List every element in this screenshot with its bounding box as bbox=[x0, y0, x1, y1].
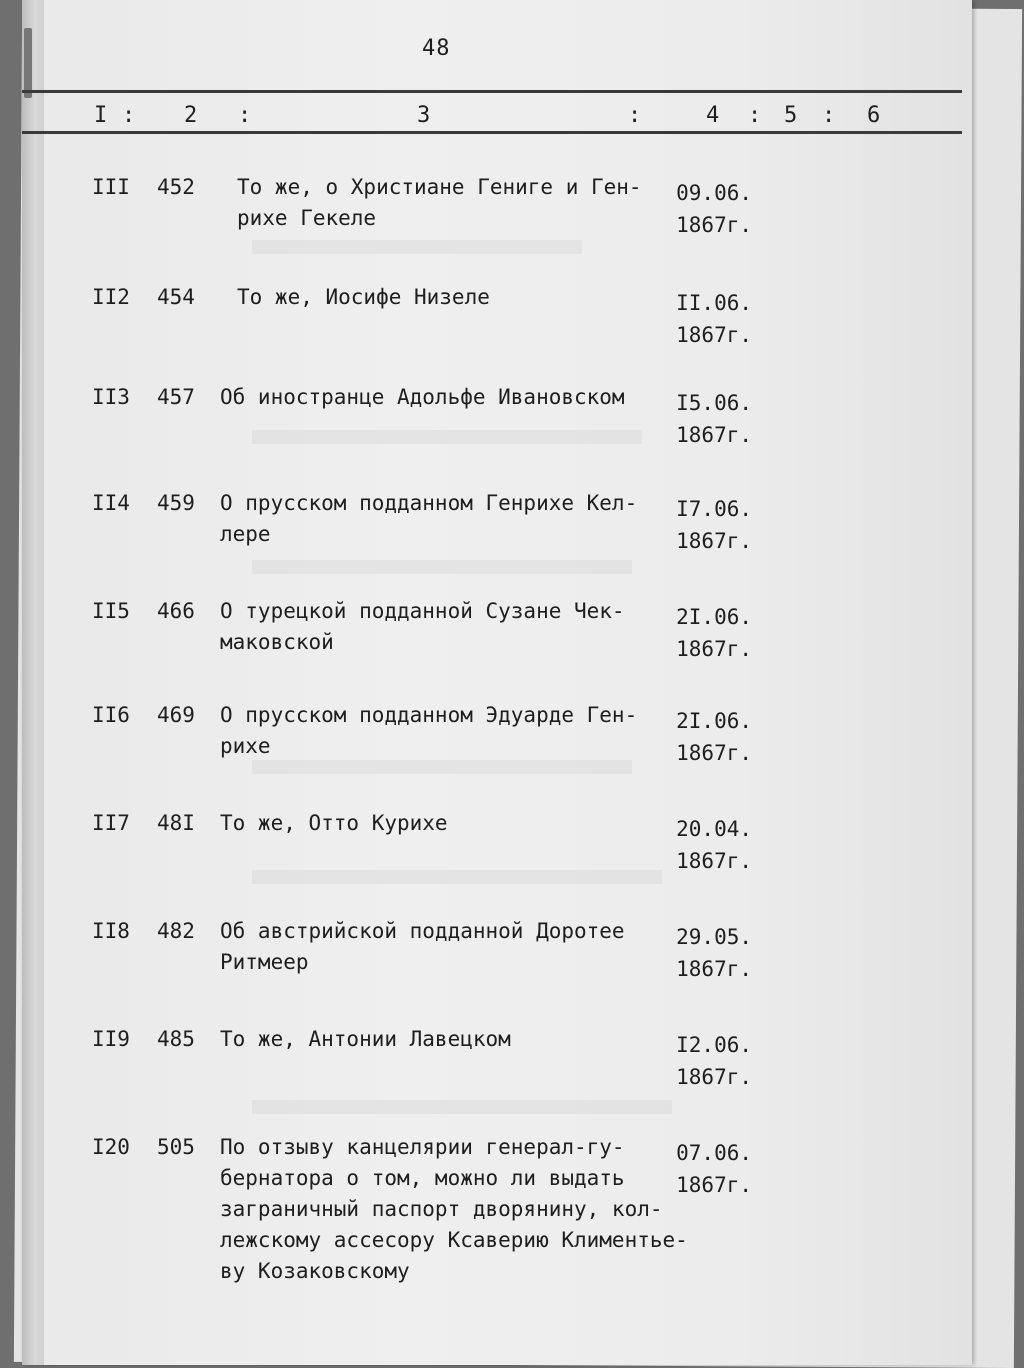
file-description: О прусском подданном Эдуарде Ген- рихе bbox=[220, 703, 638, 758]
show-through bbox=[252, 1100, 672, 1114]
file-date: 09.06. 1867г. bbox=[676, 181, 752, 237]
show-through bbox=[252, 870, 662, 884]
file-description: О турецкой подданной Сузане Чек- маковской bbox=[220, 599, 625, 654]
row-number: II5 bbox=[92, 599, 130, 623]
row-number: II9 bbox=[92, 1027, 130, 1051]
row-number: II6 bbox=[92, 703, 130, 727]
header-col-4: 4 bbox=[706, 103, 720, 128]
file-number: 485 bbox=[157, 1027, 195, 1051]
file-date: 29.05. 1867г. bbox=[676, 925, 752, 981]
file-number: 452 bbox=[157, 175, 195, 199]
row-number: II4 bbox=[92, 491, 130, 515]
file-date: I2.06. 1867г. bbox=[676, 1033, 752, 1089]
show-through bbox=[252, 430, 642, 444]
binding-edge bbox=[22, 0, 44, 1365]
file-date: 2I.06. 1867г. bbox=[676, 709, 752, 765]
file-description: То же, Антонии Лавецком bbox=[220, 1027, 511, 1051]
document-page bbox=[22, 0, 972, 1365]
file-description: Об австрийской подданной Доротее Ритмеер bbox=[220, 919, 625, 974]
row-number: I20 bbox=[92, 1135, 130, 1159]
file-number: 457 bbox=[157, 385, 195, 409]
file-number: 48I bbox=[157, 811, 195, 835]
header-col-3: 3 bbox=[417, 103, 431, 128]
file-description: О прусском подданном Генрихе Кел- лере bbox=[220, 491, 638, 546]
show-through bbox=[252, 240, 582, 254]
header-col-2: 2 bbox=[184, 103, 198, 128]
show-through bbox=[252, 760, 632, 774]
header-col-6: 6 bbox=[867, 103, 881, 128]
row-number: III bbox=[92, 175, 130, 199]
row-number: II8 bbox=[92, 919, 130, 943]
file-number: 454 bbox=[157, 285, 195, 309]
file-number: 482 bbox=[157, 919, 195, 943]
row-number: II2 bbox=[92, 285, 130, 309]
file-date: 2I.06. 1867г. bbox=[676, 605, 752, 661]
row-number: II7 bbox=[92, 811, 130, 835]
file-description: По отзыву канцелярии генерал-гу- бернатора о том, можно ли выдать заграничный паспорт дворянину, кол- лежскому асcесору Ксаверию Климентье- ву Козаковскому bbox=[220, 1135, 688, 1283]
header-rule-top bbox=[22, 90, 962, 93]
header-separator: : bbox=[238, 103, 252, 128]
file-date: I7.06. 1867г. bbox=[676, 497, 752, 553]
header-rule-bottom bbox=[22, 131, 962, 134]
header-col-1: I bbox=[94, 103, 108, 128]
file-description: То же, о Христиане Гениге и Ген- рихе Гекеле bbox=[237, 175, 642, 230]
header-separator: : bbox=[748, 103, 762, 128]
file-number: 469 bbox=[157, 703, 195, 727]
page-number: 48 bbox=[422, 36, 451, 61]
file-date: I5.06. 1867г. bbox=[676, 391, 752, 447]
header-separator: : bbox=[822, 103, 836, 128]
file-number: 466 bbox=[157, 599, 195, 623]
header-separator: : bbox=[628, 103, 642, 128]
show-through bbox=[252, 560, 632, 574]
binding-mark bbox=[24, 28, 32, 98]
file-description: То же, Иосифе Низеле bbox=[237, 285, 490, 309]
file-description: Об иностранце Адольфе Ивановском bbox=[220, 385, 625, 409]
header-col-5: 5 bbox=[784, 103, 798, 128]
row-number: II3 bbox=[92, 385, 130, 409]
file-date: 07.06. 1867г. bbox=[676, 1141, 752, 1197]
file-number: 459 bbox=[157, 491, 195, 515]
file-date: 20.04. 1867г. bbox=[676, 817, 752, 873]
file-number: 505 bbox=[157, 1135, 195, 1159]
file-date: II.06. 1867г. bbox=[676, 291, 752, 347]
header-separator: : bbox=[122, 103, 136, 128]
file-description: То же, Отто Курихе bbox=[220, 811, 448, 835]
